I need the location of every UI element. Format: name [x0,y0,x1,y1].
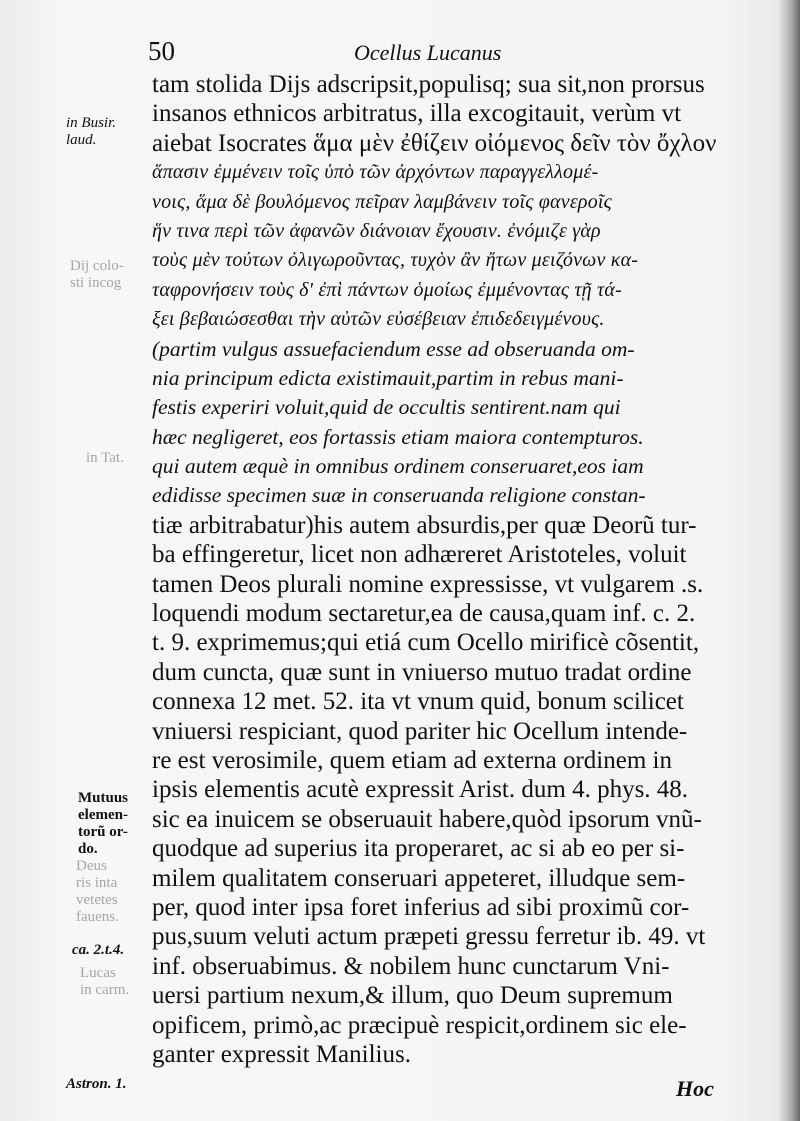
text-line: uersi partium nexum,& illum, quo Deum supremum [152,982,673,1010]
text-line: vniuersi respiciant, quod pariter hic Ocellum intende- [152,717,688,745]
text-line: ταφρονήσειν τοὺς δ' ἐπὶ πάντων ὁμοίως ἐμμένοντας τῇ τά- [152,278,622,301]
text-line: pus,suum veluti actum præpeti gressu ferretur ib. 49. vt [152,923,706,951]
margin-note-astron: Astron. 1. [66,1076,127,1092]
text-line: ipsis elementis acutè expressit Arist. dum 4. phys. 48. [152,776,689,804]
text-line: dum cuncta, quæ sunt in vniuerso mutuo tradat ordine [152,658,692,686]
text-line: nia principum edicta existimauit,partim in rebus mani- [152,365,624,390]
text-line: νοις, ἅμα δὲ βουλόμενος πεῖραν λαμβάνειν τοῖς φανεροῖς [152,190,612,213]
text-line: qui autem æquè in omnibus ordinem conseruaret,eos iam [152,454,644,479]
text-line: ξει βεβαιώσεσθαι τὴν αὐτῶν εὐσέβειαν ἐπιδεδειγμένους. [152,308,605,331]
margin-note-deus: Deus ris inta vetetes fauens. [76,858,119,925]
text-line: tamen Deos plurali nomine expressisse, vt vulgarem .s. [152,570,704,598]
text-line: edidisse specimen suæ in conseruanda religione constan- [152,483,646,508]
margin-note-busir: in Busir. laud. [66,115,117,148]
text-line: sic ea inuicem se obseruauit habere,quòd ipsorum vnũ- [152,805,702,833]
running-head: Ocellus Lucanus [354,40,502,65]
margin-note-mutuus: Mutuus elemen- torũ or- do. [78,790,129,857]
catchword: Hoc [676,1076,714,1101]
text-line: insanos ethnicos arbitratus, illa excogitauit, verùm vt [152,100,682,128]
body-text [152,70,764,1069]
text-line: per, quod inter ipsa foret inferius ad sibi proximũ cor- [152,893,690,921]
margin-note-ca: ca. 2.t.4. [72,942,125,958]
margin-note-dij: Dij colo- sti incog [70,258,124,291]
page-number: 50 [148,36,175,66]
text-line: quodque ad superius ita properaret, ac si ab eo per si- [152,835,685,863]
text-line: ganter expressit Manilius. [152,1040,411,1068]
text-line: opificem, primò,ac præcipuè respicit,ordinem sic ele- [152,1011,687,1039]
text-line: τοὺς μὲν τούτων ὀλιγωροῦντας, τυχὸν ἂν ἤτων μειζόνων κα- [152,249,639,272]
text-line: festis experiri voluit,quid de occultis sentirent.nam qui [152,395,621,420]
text-line: t. 9. exprimemus;qui etiá cum Ocello mirificè cõsentit, [152,629,700,657]
page-header [148,36,748,70]
text-line: connexa 12 met. 52. ita vt vnum quid, bonum scilicet [152,688,684,716]
text-line: ἅπασιν ἐμμένειν τοῖς ὑπὸ τῶν ἀρχόντων παραγγελλομέ- [152,161,599,184]
text-line: tam stolida Dijs adscripsit,populisq; sua sit,non prorsus [152,71,705,98]
text-line: re est verosimile, quem etiam ad externa ordinem in [152,746,672,774]
text-line: milem qualitatem conseruari appeteret, illudque sem- [152,864,686,892]
text-line: inf. obseruabimus. & nobilem hunc cunctarum Vni- [152,952,670,980]
page-gutter-shadow [778,0,800,1121]
margin-note-lucas: Lucas in carm. [80,965,130,998]
text-line: (partim vulgus assuefaciendum esse ad obseruanda om- [152,336,635,361]
text-line: ἥν τινα περὶ τῶν ἀφανῶν διάνοιαν ἔχουσιν. ἐνόμιζε γὰρ [152,219,601,242]
text-line: tiæ arbitrabatur)his autem absurdis,per quæ Deorũ tur- [152,511,697,539]
text-line: hæc negligeret, eos fortassis etiam maiora contempturos. [152,424,644,449]
text-line: loquendi modum sectaretur,ea de causa,quam inf. c. 2. [152,600,696,628]
margin-note-tat: in Tat. [86,450,124,466]
text-line: aiebat Isocrates ἅμα μὲν ἐθίζειν οἰόμενος δεῖν τὸν ὄχλον [152,129,717,157]
text-line: ba effingeretur, licet non adhæreret Aristoteles, voluit [152,541,687,569]
